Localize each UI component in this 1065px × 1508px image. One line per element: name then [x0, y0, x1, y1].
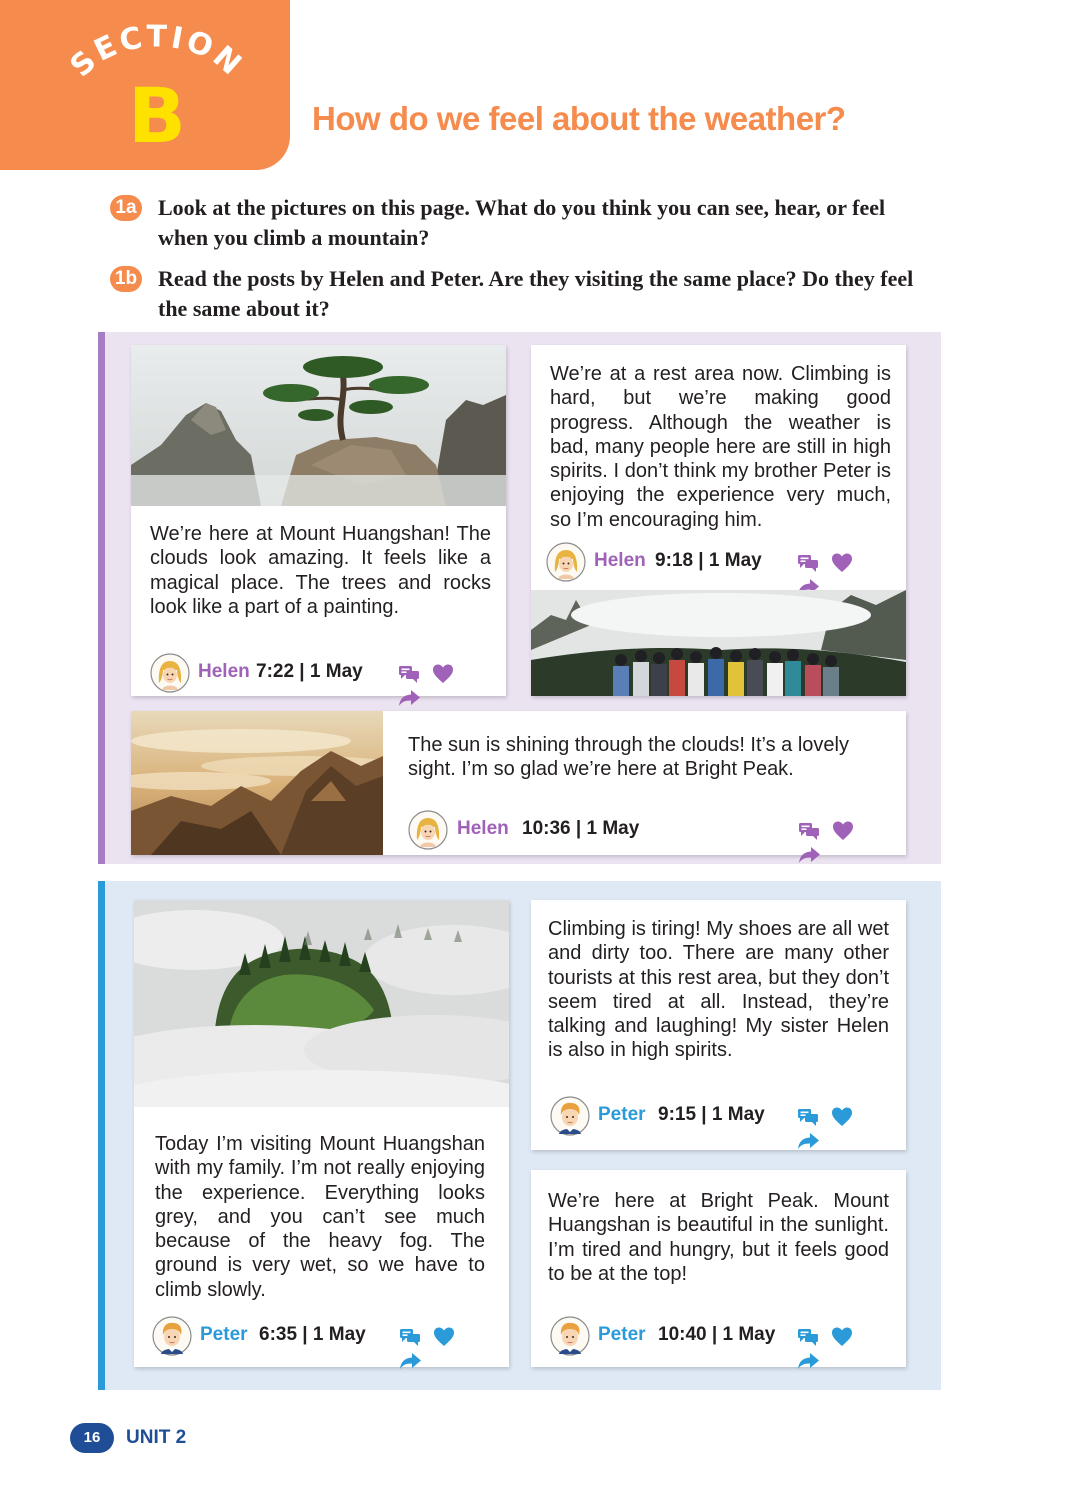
- foggy-peak-photo: [134, 900, 509, 1107]
- heart-icon[interactable]: [431, 662, 455, 686]
- comment-icon[interactable]: [796, 1325, 820, 1349]
- peter-avatar: [152, 1316, 192, 1356]
- section-letter: B: [128, 71, 186, 160]
- post-text: We’re here at Mount Huangshan! The clouds look amazing. It feels like a magical place. The trees and rocks look like a part of a painting.: [150, 523, 491, 618]
- post-meta: [150, 653, 490, 695]
- post-time: 10:36 | 1 May: [522, 818, 640, 839]
- post-meta: [550, 1096, 895, 1138]
- comment-icon[interactable]: [796, 1105, 820, 1129]
- helen-post-2: [531, 345, 906, 696]
- post-meta: [152, 1316, 497, 1358]
- post-author: Helen: [198, 661, 250, 682]
- question-1a: [110, 193, 940, 253]
- question-badge: 1a: [110, 195, 142, 221]
- post-author: Peter: [598, 1104, 646, 1125]
- post-text: Today I’m visiting Mount Huangshan with my family. I’m not really enjoying the experience. Everything looks grey, and you can’t see much because of the heavy fog. The ground is very wet, so we have to climb slowly.: [155, 1133, 485, 1301]
- share-icon[interactable]: [398, 1349, 422, 1373]
- post-text: We’re here at Bright Peak. Mount Huangshan is beautiful in the sunlight. I’m tired and hungry, but it feels good to be at the top!: [548, 1190, 889, 1285]
- peter-avatar: [550, 1096, 590, 1136]
- post-time: 10:40 | 1 May: [658, 1324, 776, 1345]
- page-title: How do we feel about the weather?: [312, 100, 846, 137]
- post-time: 9:18 | 1 May: [655, 550, 762, 571]
- post-meta: [546, 542, 891, 584]
- peter-post-1: [134, 900, 509, 1367]
- heart-icon[interactable]: [831, 819, 855, 843]
- peter-avatar: [550, 1316, 590, 1356]
- question-1b: [110, 264, 940, 324]
- comment-icon[interactable]: [398, 1325, 422, 1349]
- question-text: Look at the pictures on this page. What do you think you can see, hear, or feel when you climb a mountain?: [158, 195, 886, 250]
- post-author: Helen: [594, 550, 646, 571]
- helen-post-1: [131, 345, 506, 696]
- heart-icon[interactable]: [432, 1325, 456, 1349]
- post-meta: [408, 810, 893, 852]
- post-author: Peter: [598, 1324, 646, 1345]
- share-icon[interactable]: [397, 686, 421, 710]
- sunlit-peak-photo: [131, 711, 383, 855]
- helen-avatar: [408, 810, 448, 850]
- page-number: 16: [70, 1423, 114, 1453]
- helen-post-3: [131, 711, 906, 855]
- post-author: Peter: [200, 1324, 248, 1345]
- svg-text:SECTION: SECTION: [63, 20, 251, 85]
- question-text: Read the posts by Helen and Peter. Are they visiting the same place? Do they feel the same about it?: [158, 266, 914, 321]
- heart-icon[interactable]: [830, 551, 854, 575]
- share-icon[interactable]: [796, 1129, 820, 1153]
- peter-post-2: [531, 900, 906, 1150]
- share-icon[interactable]: [796, 1349, 820, 1373]
- helen-avatar: [150, 653, 190, 693]
- crowd-in-fog-photo: [531, 590, 906, 696]
- post-text: We’re at a rest area now. Climbing is hard, but we’re making good progress. Although the weather is bad, many people here are still in high spirits. I don’t think my brother Peter is enjoying the experience very much, so I’m encouraging him.: [550, 363, 891, 531]
- post-time: 9:15 | 1 May: [658, 1104, 765, 1125]
- question-badge: 1b: [110, 266, 142, 292]
- post-author: Helen: [457, 818, 509, 839]
- comment-icon[interactable]: [796, 551, 820, 575]
- peter-post-3: [531, 1170, 906, 1367]
- comment-icon[interactable]: [397, 662, 421, 686]
- comment-icon[interactable]: [797, 819, 821, 843]
- heart-icon[interactable]: [830, 1105, 854, 1129]
- post-time: 7:22 | 1 May: [256, 661, 363, 682]
- post-text: The sun is shining through the clouds! It’s a lovely sight. I’m so glad we’re here at Bright Peak.: [408, 734, 849, 781]
- unit-label: UNIT 2: [126, 1427, 187, 1448]
- post-time: 6:35 | 1 May: [259, 1324, 366, 1345]
- post-text: Climbing is tiring! My shoes are all wet and dirty too. There are many other tourists at this rest area, but they don’t seem tired at all. Instead, they’re talking and laughing! My sister Helen is also in high spirits.: [548, 918, 889, 1062]
- section-tab: [0, 0, 290, 170]
- helen-avatar: [546, 542, 586, 582]
- post-meta: [550, 1316, 895, 1358]
- heart-icon[interactable]: [830, 1325, 854, 1349]
- share-icon[interactable]: [797, 843, 821, 867]
- pine-mountain-photo: [131, 345, 506, 506]
